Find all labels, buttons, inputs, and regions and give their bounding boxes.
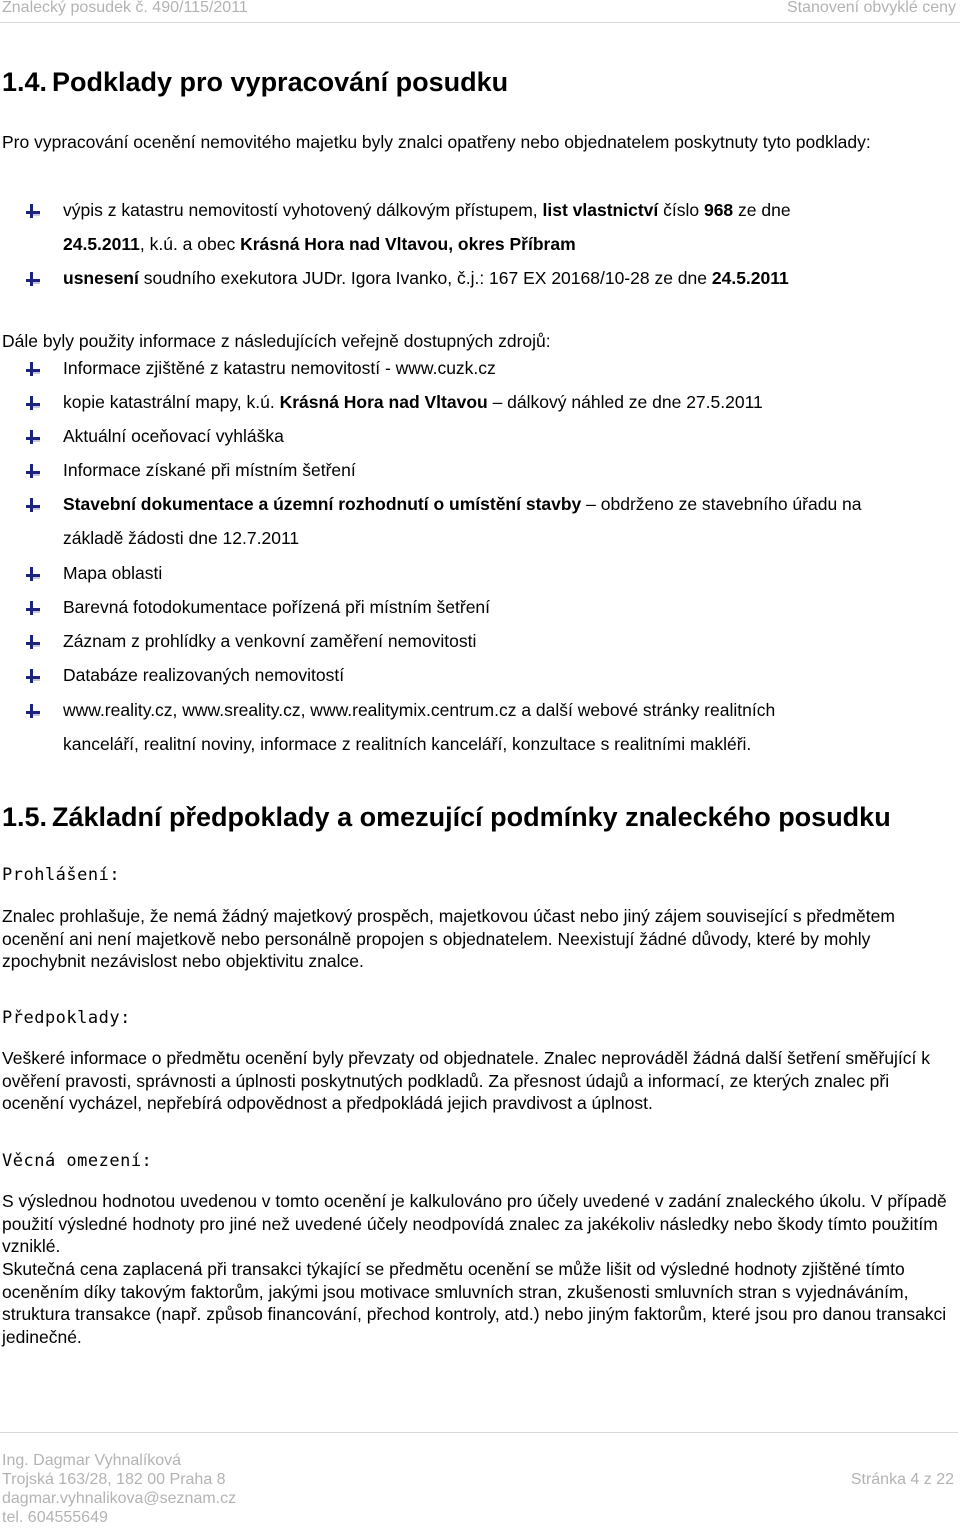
author-name: Ing. Dagmar Vyhnalíková <box>2 1452 182 1469</box>
text-run: Databáze realizovaných nemovitostí <box>63 665 345 685</box>
bold-text: list vlastnictví <box>542 200 659 220</box>
text-run: www.reality.cz, www.sreality.cz, www.realitymix.centrum.cz a další webové stránky realitních <box>63 700 776 720</box>
list-item-line <box>63 419 958 453</box>
list-item-line <box>63 624 958 658</box>
bold-text: 24.5.2011 <box>711 268 789 288</box>
bold-text: usnesení <box>63 268 139 288</box>
prohlaseni-heading: Prohlášení: <box>2 865 121 885</box>
predpoklady-paragraph: Veškeré informace o předmětu ocenění byly převzaty od objednatele. Znalec neprováděl žádná další šetření směřující k ověření pravosti, správnosti a úplnosti poskytnutých podkladů. Za přesnost údajů a informací, ze kterých znalec při ocenění vycházel, nepřebírá odpovědnost a předpokládá jejich pravdivost a úplnost. <box>2 1048 931 1114</box>
list-item <box>26 193 958 261</box>
footer-divider <box>0 1432 958 1433</box>
text-run: ze dne <box>733 200 791 220</box>
list-item-line <box>63 385 958 419</box>
section-number: 1.4. <box>2 67 48 97</box>
section-heading-1-4 <box>2 66 508 98</box>
list-item-line <box>63 453 958 487</box>
list-bullet-icon <box>26 567 40 581</box>
list-item-line <box>63 590 958 624</box>
header-divider <box>0 22 960 23</box>
list-item <box>26 693 958 761</box>
list-item <box>26 487 958 555</box>
text-run: Aktuální oceňovací vyhláška <box>63 426 284 446</box>
list-bullet-icon <box>26 396 40 410</box>
text-run: číslo <box>658 200 704 220</box>
list-item-line <box>63 227 958 261</box>
list-item-line <box>63 727 958 761</box>
text-run: Záznam z prohlídky a venkovní zaměření nemovitosti <box>63 631 477 651</box>
text-run: základě žádosti dne 12.7.2011 <box>63 528 300 548</box>
list-item-line <box>63 193 958 227</box>
list-item-line <box>63 693 958 727</box>
vecna-omezeni-heading: Věcná omezení: <box>2 1151 153 1171</box>
predpoklady-heading: Předpoklady: <box>2 1008 131 1028</box>
page-footer <box>2 1451 236 1527</box>
page-number: Stránka 4 z 22 <box>850 1471 954 1488</box>
list-bullet-icon <box>26 669 40 683</box>
list-item-line <box>63 521 958 555</box>
text-run: kopie katastrální mapy, k.ú. <box>63 392 280 412</box>
bold-text: 968 <box>703 200 734 220</box>
section-title: Základní předpoklady a omezující podmínky znaleckého posudku <box>52 802 891 832</box>
list-item <box>26 351 958 385</box>
list-bullet-icon <box>26 601 40 615</box>
list-item <box>26 419 958 453</box>
text-run: , k.ú. a obec <box>139 234 241 254</box>
bold-text: Krásná Hora nad Vltavou <box>279 392 488 412</box>
section-title: Podklady pro vypracování posudku <box>52 67 509 97</box>
document-number: Znalecký posudek č. 490/115/2011 <box>2 0 248 16</box>
vecna-omezeni-paragraph-1: S výslednou hodnotou uvedenou v tomto ocenění je kalkulováno pro účely uvedené v zadání znaleckého úkolu. V případě použití výsledné hodnoty pro jiné než uvedené účely neodpovídá znalec za jakékoliv následky nebo škody tímto použitím vzniklé. <box>2 1191 947 1257</box>
list-item <box>26 385 958 419</box>
list-bullet-icon <box>26 362 40 376</box>
vecna-omezeni-paragraph-2: Skutečná cena zaplacená při transakci týkající se předmětu ocenění se může lišit od výsledné hodnoty zjištěné tímto oceněním díky takovým faktorům, jakými jsou motivace smluvních stran, zkušenosti smluvních stran s vyjednáváním, struktura transakce (např. způsob financování, přechod kontroly, atd.) nebo jiným faktorům, které jsou pro danou transakci jedinečné. <box>2 1259 947 1348</box>
author-address: Trojská 163/28, 182 00 Praha 8 <box>2 1471 226 1488</box>
list-bullet-icon <box>26 464 40 478</box>
list-bullet-icon <box>26 498 40 512</box>
bold-text: Stavební dokumentace a územní rozhodnutí o umístění stavby <box>63 494 582 514</box>
text-run: Barevná fotodokumentace pořízená při místním šetření <box>63 597 491 617</box>
list-item-line <box>63 351 958 385</box>
text-run: – obdrženo ze stavebního úřadu na <box>581 494 862 514</box>
list-item <box>26 556 958 590</box>
section-number: 1.5. <box>2 802 48 832</box>
list-bullet-icon <box>26 635 40 649</box>
document-section-title: Stanovení obvyklé ceny <box>787 0 956 16</box>
author-phone: tel. 604555649 <box>2 1509 108 1526</box>
text-run: výpis z katastru nemovitostí vyhotovený dálkovým přístupem, <box>63 200 543 220</box>
list-item-line <box>63 487 958 521</box>
list-item <box>26 624 958 658</box>
list-item <box>26 261 958 295</box>
list-bullet-icon <box>26 272 40 286</box>
text-run: – dálkový náhled ze dne 27.5.2011 <box>487 392 763 412</box>
prohlaseni-paragraph: Znalec prohlašuje, že nemá žádný majetkový prospěch, majetkovou účast nebo jiný zájem související s předmětem ocenění ani není majetkově nebo personálně propojen s objednatelem. Neexistují žádné důvody, které by mohly zpochybnit nezávislost nebo objektivitu znalce. <box>2 906 895 972</box>
bold-text: 24.5.2011 <box>63 234 140 254</box>
list-item-line <box>63 658 958 692</box>
text-run: soudního exekutora JUDr. Igora Ivanko, č.j.: 167 EX 20168/10-28 ze dne <box>138 268 712 288</box>
text-run: Informace zjištěné z katastru nemovitostí - www.cuzk.cz <box>63 358 496 378</box>
text-run: Informace získané při místním šetření <box>63 460 356 480</box>
list-bullet-icon <box>26 204 40 218</box>
text-run: kanceláří, realitní noviny, informace z realitních kanceláří, konzultace s realitními makléři. <box>63 734 752 754</box>
list-item <box>26 590 958 624</box>
list-item <box>26 658 958 692</box>
list-bullet-icon <box>26 704 40 718</box>
bold-text: Krásná Hora nad Vltavou, okres Příbram <box>240 234 576 254</box>
sources-intro: Dále byly použity informace z následujících veřejně dostupných zdrojů: <box>2 331 551 351</box>
list-item <box>26 453 958 487</box>
page-header <box>2 0 956 20</box>
text-run: Mapa oblasti <box>63 563 163 583</box>
list-item-line <box>63 261 958 295</box>
intro-paragraph: Pro vypracování ocenění nemovitého majetku byly znalci opatřeny nebo objednatelem poskytnuty tyto podklady: <box>2 132 871 152</box>
author-email: dagmar.vyhnalikova@seznam.cz <box>2 1490 237 1507</box>
list-item-line <box>63 556 958 590</box>
list-bullet-icon <box>26 430 40 444</box>
section-heading-1-5 <box>2 801 891 833</box>
